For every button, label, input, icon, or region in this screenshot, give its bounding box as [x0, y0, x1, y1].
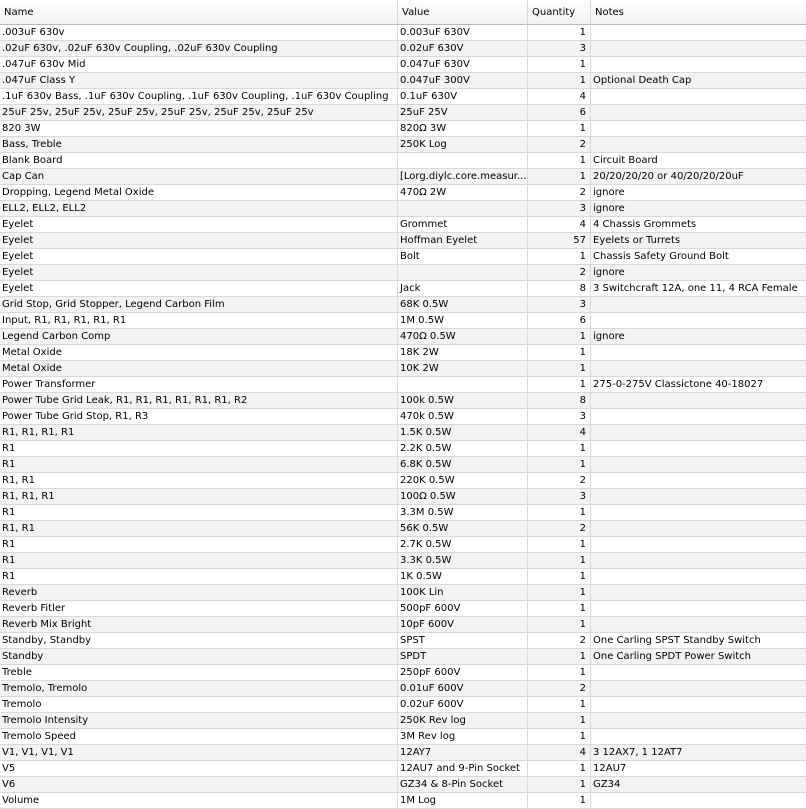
value-cell: [Lorg.diylc.core.measur...	[400, 171, 527, 182]
table-row[interactable]	[0, 169, 806, 185]
value-cell: 0.047uF 300V	[398, 73, 528, 88]
value-cell: 0.047uF 630V	[398, 57, 528, 72]
quantity-cell: 1	[528, 793, 591, 808]
table-row[interactable]	[0, 313, 806, 329]
value-cell: SPST	[398, 633, 528, 648]
name-cell: .003uF 630v	[0, 25, 398, 40]
notes-cell: ignore	[593, 187, 625, 198]
notes-cell: Optional Death Cap	[593, 75, 692, 86]
table-row[interactable]	[0, 105, 806, 121]
quantity-cell: 1	[528, 361, 591, 376]
name-cell: R1	[0, 537, 398, 552]
notes-cell: 12AU7	[593, 763, 627, 774]
notes-cell	[591, 121, 806, 136]
name-cell: ELL2, ELL2, ELL2	[0, 201, 398, 216]
notes-cell	[591, 569, 806, 584]
notes-cell	[591, 505, 806, 520]
notes-cell: Circuit Board	[593, 155, 658, 166]
value-cell: 470Ω 0.5W	[398, 329, 528, 344]
table-row[interactable]	[0, 41, 806, 57]
value-cell: 1.5K 0.5W	[398, 425, 528, 440]
notes-cell	[591, 617, 806, 632]
name-cell: Treble	[0, 665, 398, 680]
table-row[interactable]	[0, 537, 806, 553]
value-cell: 250K Log	[398, 137, 528, 152]
value-cell: 1M Log	[398, 793, 528, 808]
value-cell: 250K Rev log	[398, 713, 528, 728]
table-row[interactable]	[0, 121, 806, 137]
notes-cell	[591, 345, 806, 360]
quantity-cell: 1	[528, 569, 591, 584]
value-cell: 25uF 25V	[398, 105, 528, 120]
notes-cell	[591, 489, 806, 504]
notes-cell	[591, 729, 806, 744]
value-cell: 2.2K 0.5W	[398, 441, 528, 456]
name-cell: 25uF 25v, 25uF 25v, 25uF 25v, 25uF 25v, 25uF 25v, 25uF 25v	[0, 105, 398, 120]
name-cell: Standby	[0, 649, 398, 664]
value-cell: 100K Lin	[398, 585, 528, 600]
name-cell: Eyelet	[0, 249, 398, 264]
name-cell: Standby, Standby	[0, 633, 398, 648]
table-row[interactable]	[0, 569, 806, 585]
name-cell: Metal Oxide	[0, 361, 398, 376]
value-cell: 100k 0.5W	[398, 393, 528, 408]
table-row[interactable]	[0, 393, 806, 409]
table-row[interactable]	[0, 521, 806, 537]
name-cell: Power Tube Grid Stop, R1, R3	[0, 409, 398, 424]
value-cell: 250pF 600V	[398, 665, 528, 680]
table-row[interactable]	[0, 505, 806, 521]
table-row[interactable]	[0, 793, 806, 809]
value-cell: 6.8K 0.5W	[398, 457, 528, 472]
notes-cell	[591, 553, 806, 568]
value-cell: 100Ω 0.5W	[398, 489, 528, 504]
table-row[interactable]	[0, 73, 806, 89]
table-row[interactable]	[0, 681, 806, 697]
table-row[interactable]	[0, 713, 806, 729]
name-cell: Tremolo Intensity	[0, 713, 398, 728]
quantity-cell: 1	[528, 729, 591, 744]
value-cell: 500pF 600V	[398, 601, 528, 616]
name-cell: Tremolo	[0, 697, 398, 712]
table-row[interactable]	[0, 761, 806, 777]
table-row[interactable]	[0, 697, 806, 713]
table-row[interactable]	[0, 201, 806, 217]
quantity-cell: 1	[528, 345, 591, 360]
name-cell: Eyelet	[0, 281, 398, 296]
name-cell: Reverb Fitler	[0, 601, 398, 616]
quantity-cell: 1	[528, 121, 591, 136]
value-cell: 56K 0.5W	[398, 521, 528, 536]
name-cell: R1	[0, 441, 398, 456]
quantity-cell: 1	[528, 713, 591, 728]
name-cell: R1, R1	[0, 473, 398, 488]
quantity-cell: 3	[528, 201, 591, 216]
name-cell: Reverb Mix Bright	[0, 617, 398, 632]
quantity-cell: 1	[528, 649, 591, 664]
notes-cell: GZ34	[593, 779, 621, 790]
table-row[interactable]	[0, 777, 806, 793]
name-cell: Eyelet	[0, 217, 398, 232]
table-row[interactable]	[0, 729, 806, 745]
table-row[interactable]	[0, 553, 806, 569]
quantity-cell: 6	[528, 105, 591, 120]
quantity-cell: 2	[528, 185, 591, 200]
quantity-cell: 1	[528, 505, 591, 520]
name-cell: R1	[0, 505, 398, 520]
quantity-cell: 3	[528, 489, 591, 504]
quantity-cell: 1	[528, 777, 591, 792]
quantity-cell: 57	[528, 233, 591, 248]
quantity-cell: 4	[528, 217, 591, 232]
name-cell: V6	[0, 777, 398, 792]
notes-cell	[591, 105, 806, 120]
notes-cell	[591, 297, 806, 312]
name-cell: R1	[0, 569, 398, 584]
quantity-cell: 1	[528, 553, 591, 568]
notes-cell	[591, 441, 806, 456]
quantity-cell: 1	[528, 73, 591, 88]
name-cell: Input, R1, R1, R1, R1, R1	[0, 313, 398, 328]
value-cell: Bolt	[398, 249, 528, 264]
table-row[interactable]	[0, 281, 806, 297]
value-cell: 470k 0.5W	[398, 409, 528, 424]
table-row[interactable]	[0, 617, 806, 633]
quantity-cell: 1	[528, 153, 591, 168]
notes-cell	[591, 137, 806, 152]
table-row[interactable]	[0, 489, 806, 505]
quantity-cell: 1	[528, 761, 591, 776]
table-row[interactable]	[0, 425, 806, 441]
name-cell: Reverb	[0, 585, 398, 600]
name-cell: .02uF 630v, .02uF 630v Coupling, .02uF 630v Coupling	[0, 41, 398, 56]
name-cell: Blank Board	[0, 153, 398, 168]
table-row[interactable]	[0, 601, 806, 617]
quantity-cell: 1	[528, 585, 591, 600]
value-cell: Hoffman Eyelet	[398, 233, 528, 248]
table-row[interactable]	[0, 665, 806, 681]
quantity-cell: 2	[528, 681, 591, 696]
quantity-cell: 2	[528, 633, 591, 648]
value-cell: 0.01uF 600V	[398, 681, 528, 696]
value-cell: 0.003uF 630V	[398, 25, 528, 40]
value-cell: 10K 2W	[398, 361, 528, 376]
name-cell: Volume	[0, 793, 398, 808]
quantity-cell: 8	[528, 393, 591, 408]
quantity-cell: 1	[528, 377, 591, 392]
value-cell: Grommet	[398, 217, 528, 232]
table-row[interactable]	[0, 185, 806, 201]
name-cell: R1	[0, 457, 398, 472]
table-row[interactable]	[0, 89, 806, 105]
name-cell: Metal Oxide	[0, 345, 398, 360]
value-cell: 18K 2W	[398, 345, 528, 360]
notes-cell	[591, 393, 806, 408]
table-row[interactable]	[0, 473, 806, 489]
notes-cell	[591, 361, 806, 376]
quantity-cell: 6	[528, 313, 591, 328]
value-cell: 3M Rev log	[398, 729, 528, 744]
notes-cell: One Carling SPST Standby Switch	[593, 635, 761, 646]
quantity-cell: 1	[528, 25, 591, 40]
table-row[interactable]	[0, 217, 806, 233]
value-cell	[398, 201, 528, 216]
name-cell: Power Tube Grid Leak, R1, R1, R1, R1, R1, R1, R2	[0, 393, 398, 408]
table-row[interactable]	[0, 249, 806, 265]
name-cell: R1, R1, R1	[0, 489, 398, 504]
notes-cell	[591, 25, 806, 40]
name-cell: R1, R1, R1, R1	[0, 425, 398, 440]
quantity-cell: 1	[528, 57, 591, 72]
table-row[interactable]	[0, 457, 806, 473]
table-row[interactable]	[0, 329, 806, 345]
value-cell: 68K 0.5W	[398, 297, 528, 312]
notes-cell	[591, 473, 806, 488]
value-cell: 2.7K 0.5W	[398, 537, 528, 552]
name-cell: Dropping, Legend Metal Oxide	[0, 185, 398, 200]
table-row[interactable]	[0, 57, 806, 73]
name-cell: V1, V1, V1, V1	[0, 745, 398, 760]
value-cell: 470Ω 2W	[398, 185, 528, 200]
notes-cell	[591, 713, 806, 728]
notes-cell: 20/20/20/20 or 40/20/20/20uF	[593, 171, 744, 182]
value-cell	[398, 153, 528, 168]
table-row[interactable]	[0, 441, 806, 457]
name-cell: .047uF Class Y	[0, 73, 398, 88]
notes-cell	[591, 601, 806, 616]
notes-cell: ignore	[593, 267, 625, 278]
quantity-cell: 1	[528, 665, 591, 680]
notes-cell: ignore	[593, 203, 625, 214]
value-cell: 1K 0.5W	[398, 569, 528, 584]
name-cell: Cap Can	[0, 169, 398, 184]
table-header	[0, 0, 806, 25]
notes-cell: One Carling SPDT Power Switch	[593, 651, 752, 662]
notes-cell	[591, 425, 806, 440]
table-row[interactable]	[0, 633, 806, 649]
quantity-cell: 8	[528, 281, 591, 296]
table-row[interactable]	[0, 233, 806, 249]
value-cell: 820Ω 3W	[398, 121, 528, 136]
value-cell: 12AU7 and 9-Pin Socket	[398, 761, 528, 776]
table-row[interactable]	[0, 377, 806, 393]
quantity-cell: 4	[528, 425, 591, 440]
value-cell	[398, 377, 528, 392]
table-row[interactable]	[0, 265, 806, 281]
value-cell: 220K 0.5W	[398, 473, 528, 488]
value-cell: 10pF 600V	[398, 617, 528, 632]
quantity-cell: 1	[528, 329, 591, 344]
name-cell: Grid Stop, Grid Stopper, Legend Carbon Film	[0, 297, 398, 312]
notes-cell: Eyelets or Turrets	[593, 235, 681, 246]
quantity-cell: 2	[528, 137, 591, 152]
quantity-cell: 3	[528, 297, 591, 312]
name-cell: R1, R1	[0, 521, 398, 536]
notes-cell: 3 12AX7, 1 12AT7	[593, 747, 683, 758]
table-row[interactable]	[0, 585, 806, 601]
quantity-cell: 4	[528, 89, 591, 104]
table-row[interactable]	[0, 361, 806, 377]
notes-cell	[591, 57, 806, 72]
notes-cell	[591, 537, 806, 552]
table-row[interactable]	[0, 297, 806, 313]
notes-cell	[591, 681, 806, 696]
notes-cell	[591, 409, 806, 424]
name-cell: Eyelet	[0, 233, 398, 248]
value-cell: 0.02uF 600V	[398, 697, 528, 712]
notes-cell	[591, 89, 806, 104]
value-cell: GZ34 & 8-Pin Socket	[398, 777, 528, 792]
column-header-notes[interactable]: Notes	[595, 6, 624, 18]
value-cell: 1M 0.5W	[398, 313, 528, 328]
name-cell: 820 3W	[0, 121, 398, 136]
notes-cell	[591, 697, 806, 712]
quantity-cell: 1	[528, 457, 591, 472]
name-cell: Eyelet	[0, 265, 398, 280]
value-cell: SPDT	[398, 649, 528, 664]
quantity-cell: 1	[528, 601, 591, 616]
quantity-cell: 2	[528, 265, 591, 280]
table-row[interactable]	[0, 25, 806, 41]
table-row[interactable]	[0, 745, 806, 761]
table-row[interactable]	[0, 649, 806, 665]
column-header-quantity[interactable]: Quantity	[528, 0, 591, 24]
name-cell: V5	[0, 761, 398, 776]
notes-cell	[591, 457, 806, 472]
quantity-cell: 4	[528, 745, 591, 760]
notes-cell	[591, 313, 806, 328]
value-cell: Jack	[398, 281, 528, 296]
notes-cell	[591, 521, 806, 536]
column-header-value[interactable]: Value	[398, 0, 528, 24]
value-cell: 12AY7	[398, 745, 528, 760]
value-cell: 3.3M 0.5W	[398, 505, 528, 520]
value-cell: 0.02uF 630V	[398, 41, 528, 56]
quantity-cell: 2	[528, 521, 591, 536]
table-row[interactable]	[0, 153, 806, 169]
notes-cell: Chassis Safety Ground Bolt	[593, 251, 729, 262]
column-header-name[interactable]: Name	[0, 0, 398, 24]
notes-cell	[591, 793, 806, 808]
quantity-cell: 1	[528, 169, 591, 184]
name-cell: R1	[0, 553, 398, 568]
table-row[interactable]	[0, 345, 806, 361]
name-cell: Power Transformer	[0, 377, 398, 392]
quantity-cell: 1	[528, 697, 591, 712]
quantity-cell: 1	[528, 249, 591, 264]
quantity-cell: 1	[528, 441, 591, 456]
value-cell	[398, 265, 528, 280]
notes-cell	[591, 41, 806, 56]
value-cell: 3.3K 0.5W	[398, 553, 528, 568]
name-cell: Tremolo, Tremolo	[0, 681, 398, 696]
table-row[interactable]	[0, 137, 806, 153]
name-cell: Bass, Treble	[0, 137, 398, 152]
quantity-cell: 1	[528, 617, 591, 632]
quantity-cell: 3	[528, 41, 591, 56]
name-cell: .047uF 630v Mid	[0, 57, 398, 72]
quantity-cell: 3	[528, 409, 591, 424]
notes-cell	[591, 665, 806, 680]
name-cell: Tremolo Speed	[0, 729, 398, 744]
notes-cell: ignore	[593, 331, 625, 342]
notes-cell: 275-0-275V Classictone 40-18027	[593, 379, 764, 390]
quantity-cell: 1	[528, 537, 591, 552]
notes-cell: 4 Chassis Grommets	[593, 219, 697, 230]
quantity-cell: 2	[528, 473, 591, 488]
name-cell: .1uF 630v Bass, .1uF 630v Coupling, .1uF 630v Coupling, .1uF 630v Coupling	[0, 89, 398, 104]
notes-cell	[591, 585, 806, 600]
value-cell: 0.1uF 630V	[398, 89, 528, 104]
notes-cell: 3 Switchcraft 12A, one 11, 4 RCA Female	[593, 283, 798, 294]
table-body	[0, 25, 806, 809]
table-row[interactable]	[0, 409, 806, 425]
name-cell: Legend Carbon Comp	[0, 329, 398, 344]
